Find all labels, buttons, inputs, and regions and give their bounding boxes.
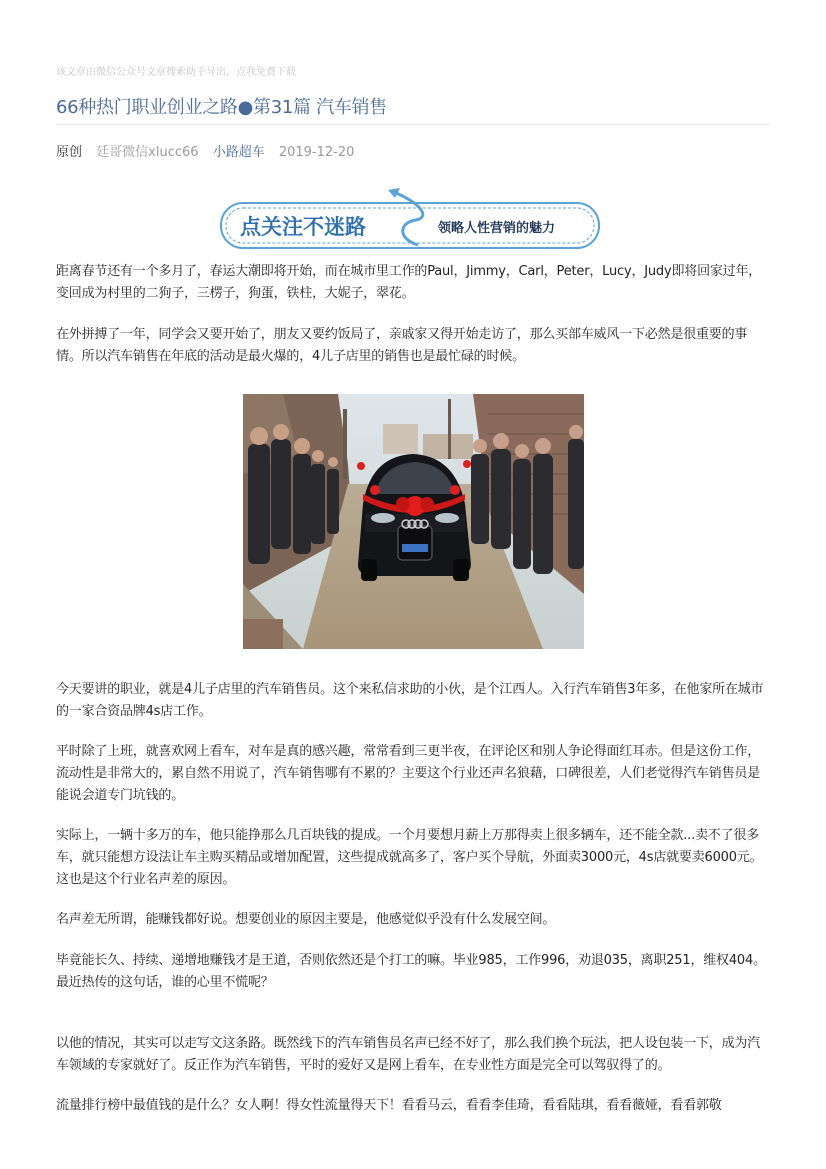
paragraph-3: 今天要讲的职业，就是4儿子店里的汽车销售员。这个来私信求助的小伙，是个江西人。入行汽车销售3年多，在他家所在城市的一家合资品牌4s店工作。	[56, 682, 764, 719]
paragraph-9: 流量排行榜中最值钱的是什么？女人啊！得女性流量得天下！看看马云，看看李佳琦，看看陆琪，看看薇娅，看看郭敬	[56, 1098, 722, 1113]
article-meta	[56, 141, 364, 160]
article-title: 66种热门职业创业之路●第31篇 汽车销售	[56, 97, 387, 118]
wedding-car-photo	[243, 394, 584, 649]
paragraph-8: 以他的情况，其实可以走写文这条路。既然线下的汽车销售员名声已经不好了，那么我们换个玩法，把人设包装一下，成为汽车领域的专家就好了。反正作为汽车销售，平时的爱好又是网上看车，在专业性方面是完全可以驾驭得了的。	[56, 1036, 761, 1073]
original-tag: 原创	[56, 145, 83, 160]
follow-banner-graphic	[218, 188, 602, 252]
paragraph-4: 平时除了上班，就喜欢网上看车，对车是真的感兴趣，常常看到三更半夜，在评论区和别人争论得面红耳赤。但是这份工作，流动性是非常大的，累自然不用说了，汽车销售哪有不累的？主要这个行业还声名狼藉，口碑很差，人们老觉得汽车销售员是能说会道专门坑钱的。	[56, 744, 761, 803]
paragraph-2: 在外拼搏了一年，同学会又要开始了，朋友又要约饭局了，亲戚家又得开始走访了，那么买部车威风一下必然是很重要的事情。所以汽车销售在年底的活动是最火爆的，4儿子店里的销售也是最忙碌的时候。	[56, 327, 748, 364]
paragraph-7: 毕竟能长久、持续、递增地赚钱才是王道，否则依然还是个打工的嘛。毕业985，工作996，劝退035，离职251，维权404。最近热传的这句话，谁的心里不慌呢？	[56, 953, 766, 990]
publish-date: 2019-12-20	[278, 145, 355, 160]
follow-banner	[218, 188, 602, 252]
paragraph-6: 名声差无所谓，能赚钱都好说。想要创业的原因主要是，他感觉似乎没有什么发展空间。	[56, 912, 556, 927]
account-link[interactable]: 小路超车	[212, 145, 265, 160]
export-notice-link[interactable]: 该文章由微信公众号文章搜索助手导出，点我免费下载	[56, 67, 296, 78]
banner-right-text: 领略人性营销的魅力	[438, 221, 556, 236]
title-divider	[56, 124, 770, 125]
paragraph-5: 实际上，一辆十多万的车，他只能挣那么几百块钱的提成。一个月要想月薪上万那得卖上很多辆车，还不能全款...卖不了很多车，就只能想方设法让车主购买精品或增加配置，这些提成就高多了，客户买个导航，外面卖3000元，4s店就要卖6000元。这也是这个行业名声差的原因。	[56, 828, 763, 887]
banner-left-text: 点关注不迷路	[240, 215, 366, 239]
paragraph-1: 距离春节还有一个多月了，春运大潮即将开始，而在城市里工作的Paul，Jimmy，Carl，Peter，Lucy，Judy即将回家过年，变回成为村里的二狗子，三楞子，狗蛋，铁柱，大妮子，翠花。	[56, 264, 762, 301]
author-name: 廷哥微信xlucc66	[96, 145, 199, 160]
